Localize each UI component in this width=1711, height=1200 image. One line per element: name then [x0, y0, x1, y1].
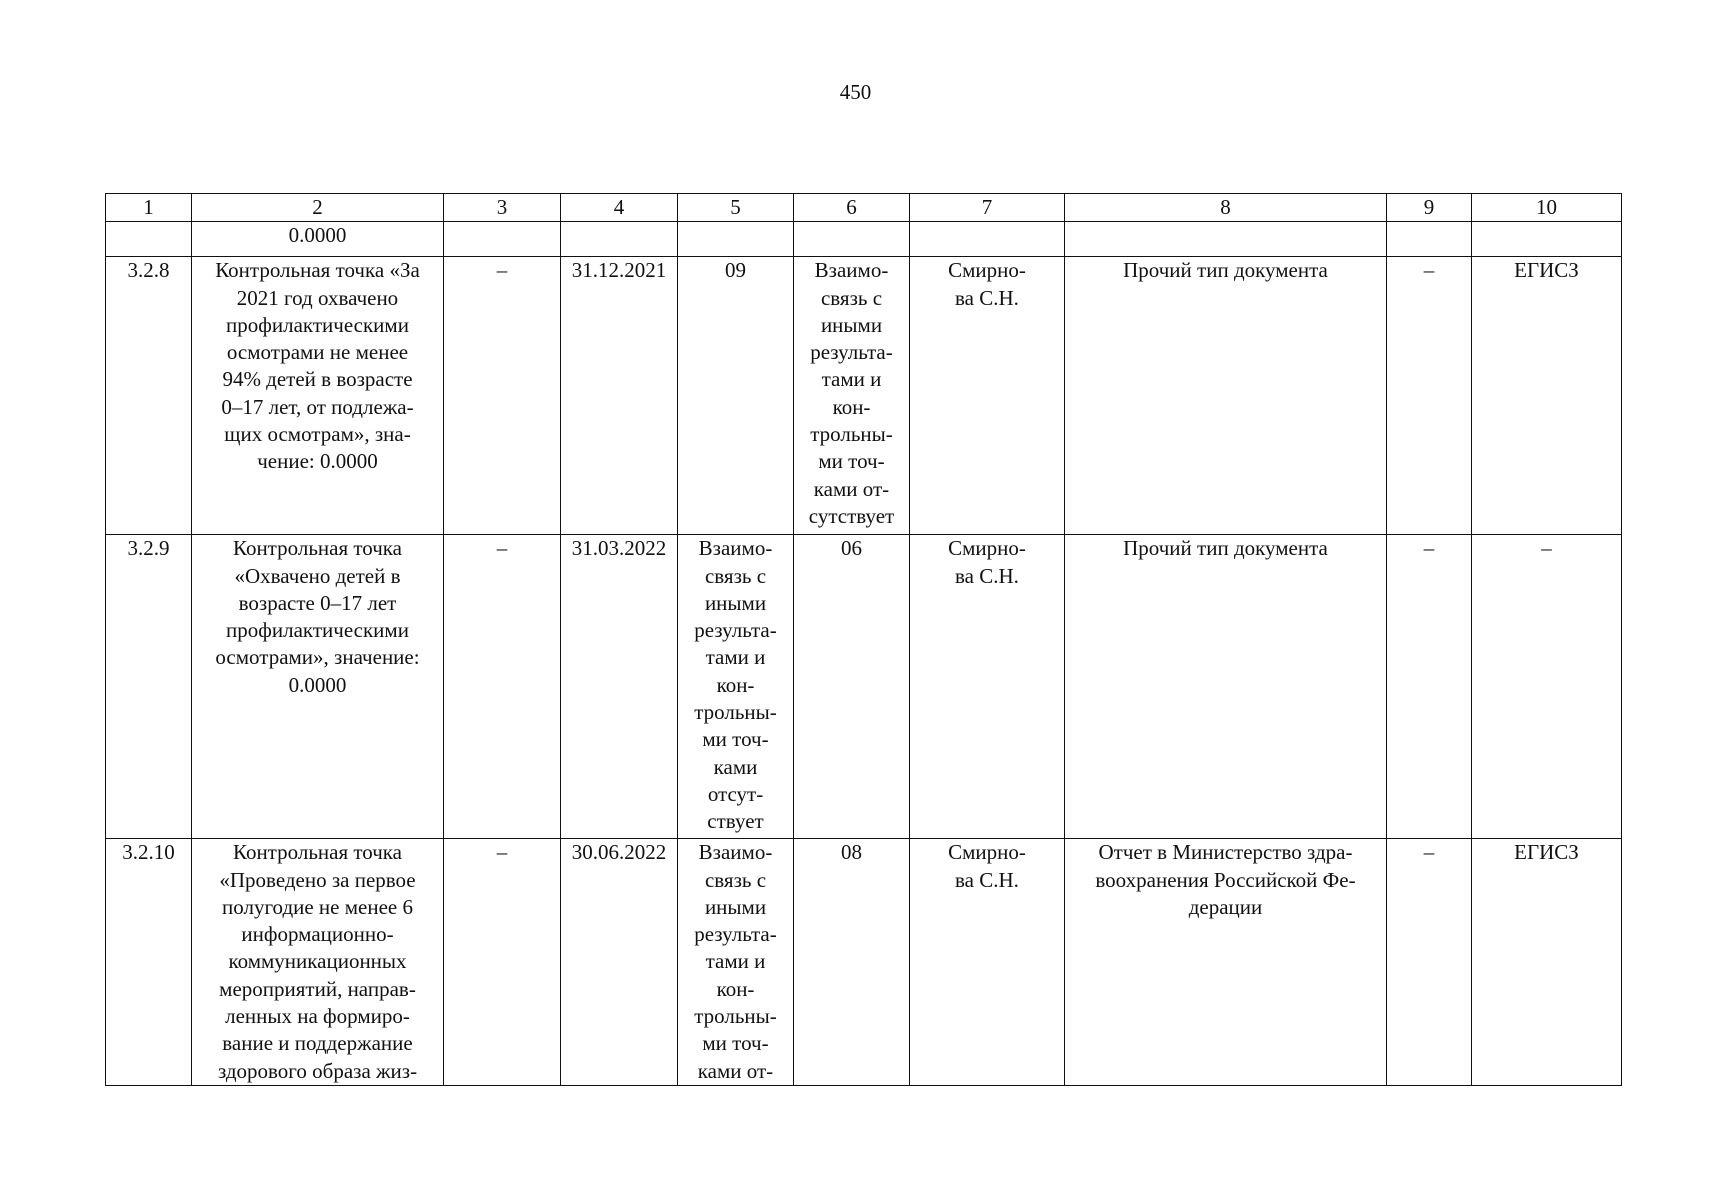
page-number: 450 — [839, 80, 872, 104]
responsible-cell: Смирно- ва С.Н. — [910, 839, 1065, 1086]
document-type-cell: Прочий тип документа — [1065, 257, 1387, 535]
table-cell: 06 — [794, 535, 910, 839]
column-header: 3 — [444, 194, 561, 222]
item-number-cell: 3.2.10 — [106, 839, 192, 1086]
column-header: 7 — [910, 194, 1065, 222]
document-table — [105, 193, 1622, 1086]
column-header: 4 — [561, 194, 678, 222]
system-cell: – — [1472, 535, 1622, 839]
table-cell — [444, 222, 561, 257]
continuation-row — [106, 222, 1622, 257]
date-cell: 31.03.2022 — [561, 535, 678, 839]
item-number-cell: 3.2.8 — [106, 257, 192, 535]
date-cell: 30.06.2022 — [561, 839, 678, 1086]
table-cell — [106, 222, 192, 257]
table-cell: Взаимо- связь с иными результа- тами и кон- трольны- ми точ- ками отсут- ствует — [678, 535, 794, 839]
column-header: 9 — [1387, 194, 1472, 222]
item-number-cell: 3.2.9 — [106, 535, 192, 839]
document-type-cell: Отчет в Министерство здра- воохранения Российской Фе- дерации — [1065, 839, 1387, 1086]
table-cell — [1472, 222, 1622, 257]
table-cell: – — [1387, 839, 1472, 1086]
table-row — [106, 257, 1622, 535]
table-cell — [561, 222, 678, 257]
document-type-cell: Прочий тип документа — [1065, 535, 1387, 839]
table-row — [106, 839, 1622, 1086]
table-cell: – — [1387, 257, 1472, 535]
table-cell: – — [1387, 535, 1472, 839]
column-header: 6 — [794, 194, 910, 222]
column-header: 8 — [1065, 194, 1387, 222]
table-cell: – — [444, 839, 561, 1086]
column-header: 5 — [678, 194, 794, 222]
table-cell: Взаимо- связь с иными результа- тами и кон- трольны- ми точ- ками от- сутствует — [794, 257, 910, 535]
responsible-cell: Смирно- ва С.Н. — [910, 257, 1065, 535]
table-cell: 0.0000 — [192, 222, 444, 257]
column-header: 10 — [1472, 194, 1622, 222]
responsible-cell: Смирно- ва С.Н. — [910, 535, 1065, 839]
table-cell: Взаимо- связь с иными результа- тами и кон- трольны- ми точ- ками от- — [678, 839, 794, 1086]
table-cell: 08 — [794, 839, 910, 1086]
date-cell: 31.12.2021 — [561, 257, 678, 535]
description-cell: Контрольная точка «Охвачено детей в возрасте 0–17 лет профилактическими осмотрами», значение: 0.0000 — [192, 535, 444, 839]
table-cell — [794, 222, 910, 257]
table-header-row — [106, 194, 1622, 222]
table-cell — [1387, 222, 1472, 257]
description-cell: Контрольная точка «За 2021 год охвачено профилактическими осмотрами не менее 94% детей в возрасте 0–17 лет, от подлежа- щих осмотрам», зна- чение: 0.0000 — [192, 257, 444, 535]
column-header: 1 — [106, 194, 192, 222]
table-cell — [910, 222, 1065, 257]
system-cell: ЕГИСЗ — [1472, 257, 1622, 535]
table-cell: – — [444, 257, 561, 535]
system-cell: ЕГИСЗ — [1472, 839, 1622, 1086]
table-cell — [1065, 222, 1387, 257]
table-cell — [678, 222, 794, 257]
column-header: 2 — [192, 194, 444, 222]
table-cell: 09 — [678, 257, 794, 535]
table-cell: – — [444, 535, 561, 839]
table-row — [106, 535, 1622, 839]
description-cell: Контрольная точка «Проведено за первое полугодие не менее 6 информационно- коммуникационных мероприятий, направ- ленных на формиро- вание и поддержание здорового образа жиз- — [192, 839, 444, 1086]
